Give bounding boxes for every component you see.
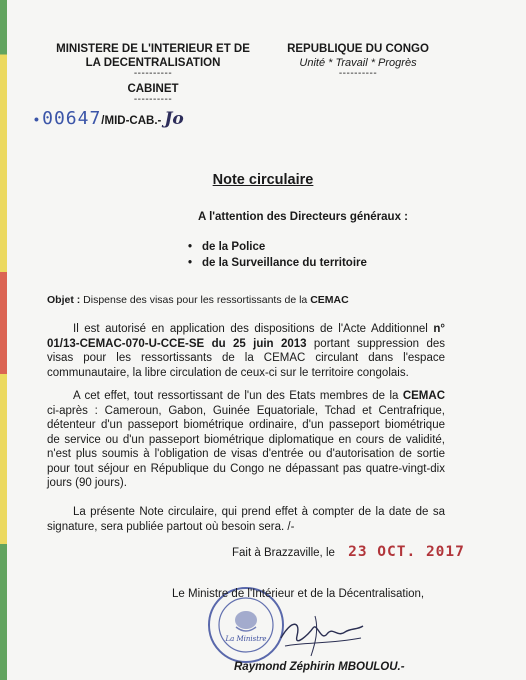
cemac-bold: CEMAC [402, 390, 445, 402]
paragraph-3-text: La présente Note circulaire, qui prend effet à compter de la date de sa signature, sera publiée partout où besoin sera. /- [47, 506, 445, 533]
subject-line [47, 294, 349, 306]
republic-header [268, 42, 448, 78]
subject-text-bold: CEMAC [310, 294, 349, 306]
attention-line: A l'attention des Directeurs généraux : [198, 211, 408, 223]
reference-stamp-number: 00647 [42, 108, 102, 129]
flag-strip [0, 0, 7, 680]
date-stamp: 23 OCT. 2017 [348, 544, 465, 560]
handwritten-signature-icon [275, 608, 367, 663]
reference-number: • 00647/MID-CAB.- Jo [34, 108, 184, 129]
paragraph-3 [47, 505, 445, 534]
ministry-line-2: LA DECENTRALISATION [85, 57, 221, 69]
paragraph-1-end: portant suppression des visas pour les ressortissants de la CEMAC circulant dans l'espace communautaire, la libre circulation de ceux-ci sur le territoire congolais. [47, 337, 445, 379]
recipient-list [188, 239, 367, 271]
act-reference: n° 01/13-CEMAC-070-U-CCE-SE du 25 juin 2013 [47, 323, 445, 350]
place-date-line [232, 544, 465, 560]
ministry-line-1: MINISTERE DE L'INTERIEUR ET DE [56, 43, 250, 55]
paragraph-2 [47, 389, 445, 491]
paragraph-2-start: A cet effet, tout ressortissant de l'un des Etats membres de la [73, 390, 399, 402]
subject-text: Dispense des visas pour les ressortissants de la [83, 294, 308, 306]
header-dashes: ---------- [133, 68, 173, 79]
subject-label: Objet : [47, 294, 81, 306]
paragraph-2-end: ci-après : Cameroun, Gabon, Guinée Equatoriale, Tchad et Centrafrique, détenteur d'un passeport biométrique ordinaire, d'un passeport biométrique de service ou d'un passeport biométrique diplomatique en cours de validité, n'est plus soumis à l'obligation de visas d'entrée ou d'autorisation de sortie pour tout séjour en République du Congo ne dépassant pas quatre-vingt-dix jours (90 jours). [47, 404, 445, 489]
place-text: Fait à Brazzaville, le [232, 547, 335, 559]
paragraph-1-start: Il est autorisé en application des dispositions de l'Acte Additionnel [73, 323, 428, 335]
reference-suffix: /MID-CAB.- [101, 115, 162, 127]
seal-label: La Ministre [225, 635, 267, 643]
recipient-item: • de la Police [188, 239, 367, 255]
minister-title: Le Ministre de l'Intérieur et de la Décentralisation, [172, 588, 425, 600]
republic-motto: Unité * Travail * Progrès [299, 57, 417, 69]
paragraph-1 [47, 322, 445, 380]
signatory-name: Raymond Zéphirin MBOULOU.- [234, 661, 405, 673]
document-title: Note circulaire [212, 172, 314, 188]
republic-dashes: ---------- [338, 68, 378, 79]
ministry-header [48, 42, 258, 104]
recipient-item: • de la Surveillance du territoire [188, 255, 367, 271]
cabinet-label: CABINET [127, 83, 179, 95]
header-dashes-2: ---------- [133, 94, 173, 105]
reference-handwritten: Jo [164, 109, 184, 129]
republic-name: REPUBLIQUE DU CONGO [287, 43, 429, 55]
